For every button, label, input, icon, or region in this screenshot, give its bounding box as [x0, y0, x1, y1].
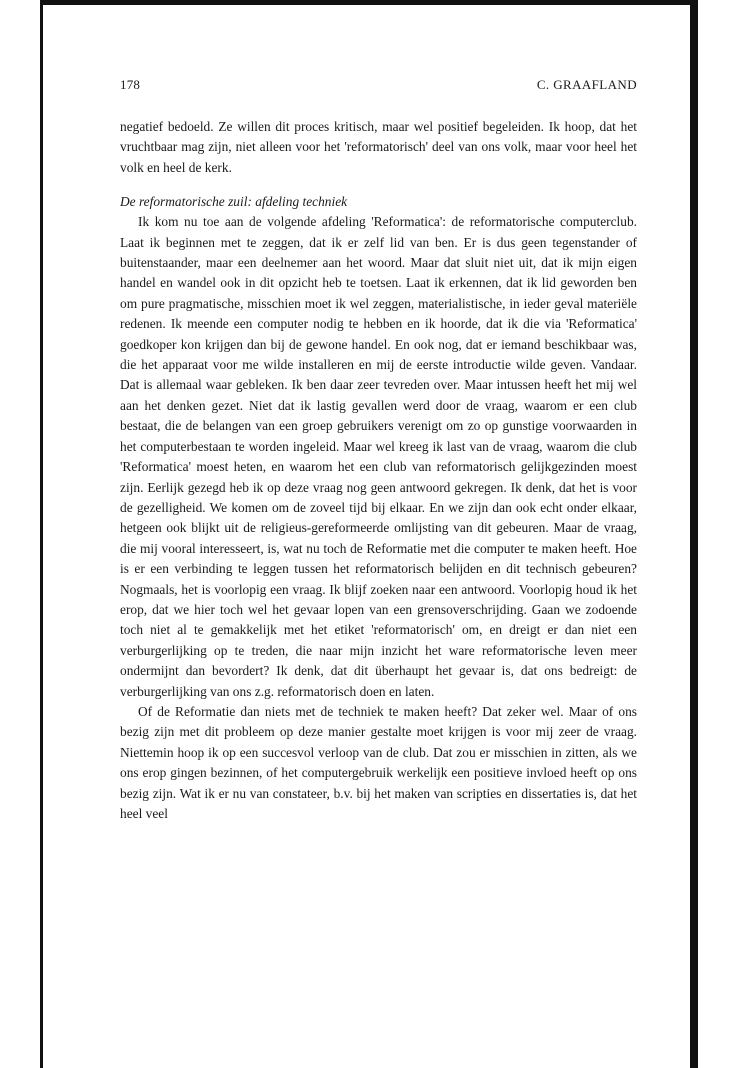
section-heading: De reformatorische zuil: afdeling techniek — [120, 194, 348, 210]
running-head-author: C. GRAAFLAND — [536, 77, 637, 92]
scan-border-right — [690, 0, 698, 1068]
running-head — [120, 77, 637, 97]
page-number: 178 — [120, 77, 141, 92]
section-gap — [120, 178, 637, 192]
page-content — [120, 77, 637, 824]
paragraph-1: negatief bedoeld. Ze willen dit proces kritisch, maar wel positief begeleiden. Ik hoop, dat het vruchtbaar mag zijn, niet alleen voor het 'reformatorisch' deel van ons volk, maar voor heel het volk en heel de kerk. — [120, 119, 637, 175]
body-text — [120, 117, 637, 824]
scan-border-left — [40, 0, 43, 1068]
paragraph-3: Of de Reformatie dan niets met de techniek te maken heeft? Dat zeker wel. Maar of ons bezig zijn met dit probleem op deze manier gestalte moet krijgen is voor mij zeer de vraag. Niettemin hoop ik op een succesvol verloop van de club. Dat zou er misschien in zitten, als we ons erop gingen bezinnen, of het computergebruik werkelijk een positieve invloed heeft op ons bezig zijn. Wat ik er nu van constateer, b.v. bij het maken van scripties en dissertaties is, dat het heel veel — [120, 703, 637, 821]
paragraph-2: Ik kom nu toe aan de volgende afdeling 'Reformatica': de reformatorische computerclub. Laat ik beginnen met te zeggen, dat ik er zelf lid van ben. Er is dus geen tegenstander of buitenstaander, maar een deelnemer aan het woord. Maar dat sluit niet uit, dat ik mijn eigen handel en wandel ook in dit opzicht heb te toetsen. Laat ik erkennen, dat ik lid geworden ben om pure pragmatische, misschien moet ik wel zeggen, materialistische, in ieder geval materiële redenen. Ik meende een computer nodig te hebben en ik hoorde, dat ik die via 'Reformatica' goedkoper kon krijgen dan bij de gewone handel. En ook nog, dat er iemand beschikbaar was, die het apparaat voor me wilde installeren en mij de eerste introductie wilde geven. Vandaar. Dat is allemaal waar gebleken. Ik ben daar zeer tevreden over. Maar intussen heeft het mij wel aan het denken gezet. Niet dat ik lastig gevallen werd door de vraag, waarom er een club bestaat, die de belangen van een groep gebruikers verenigt om zo op gunstige voorwaarden in het computerbestaan te worden ingeleid. Maar wel kreeg ik last van de vraag, waarom die club 'Reformatica' moest heten, en waarom het een club van reformatorisch gelijkgezinden moest zijn. Eerlijk gezegd heb ik op deze vraag nog geen antwoord gekregen. Ik denk, dat het is voor de gezelligheid. We komen om de zoveel tijd bij elkaar. En we zijn dan ook echt onder elkaar, hetgeen ook blijkt uit de religieus-gereformeerde omlijsting van dit gebeuren. Maar de vraag, die mij vooral interesseert, is, wat nu toch de Reformatie met die computer te maken heeft. Hoe is er een verbinding te leggen tussen het reformatorisch belijden en dit technisch gebeuren? Nogmaals, het is voorlopig een vraag. Ik blijf zoeken naar een antwoord. Voorlopig houd ik het erop, dat we hier toch wel het gevaar lopen van een grensoverschrijding. Gaan we zodoende toch niet al te gemakkelijk met het etiket 'reformatorisch' om, en dreigt er dan niet een verburgerlijking op te treden, die naar mijn inzicht het ware reformatorische leven meer ondermijnt dan bevordert? Ik denk, dat dit überhaupt het gevaar is, dat ons bedreigt: de verburgerlijking van ons z.g. reformatorisch doen en laten. — [120, 214, 637, 699]
scan-border-top — [40, 0, 698, 5]
